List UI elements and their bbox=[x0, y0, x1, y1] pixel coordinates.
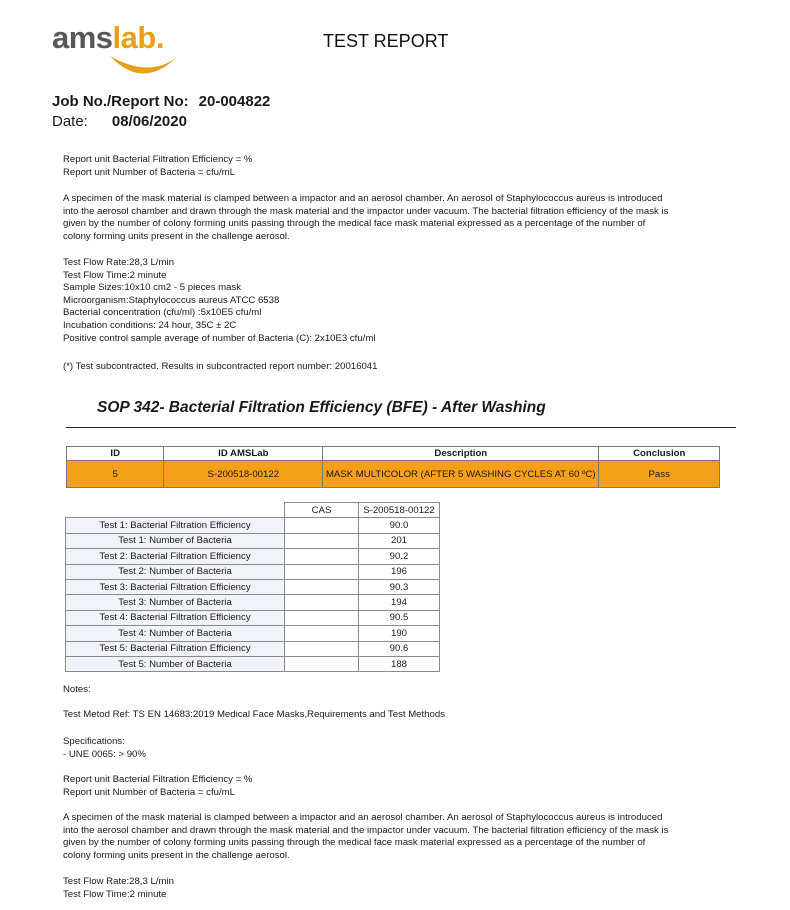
subcontract-note: (*) Test subcontracted. Results in subcontracted report number: 20016041 bbox=[63, 361, 378, 372]
row-value: 90.0 bbox=[359, 518, 440, 533]
row-value: 90.6 bbox=[359, 641, 440, 656]
job-value: 20-004822 bbox=[198, 93, 271, 110]
intro-units bbox=[63, 154, 723, 179]
notes-label: Notes: bbox=[63, 684, 91, 695]
unit-line: Report unit Number of Bacteria = cfu/mL bbox=[63, 786, 235, 798]
notes-units bbox=[63, 774, 723, 799]
intro-conditions bbox=[63, 257, 723, 345]
job-label: Job No./Report No: bbox=[52, 93, 189, 110]
row-value: 201 bbox=[359, 533, 440, 548]
row-cas bbox=[285, 564, 359, 579]
unit-line: Report unit Bacterial Filtration Efficiency = % bbox=[63, 774, 253, 785]
sample-conclusion: Pass bbox=[599, 461, 720, 488]
condition-line: Test Flow Rate:28,3 L/min bbox=[63, 257, 174, 268]
row-cas bbox=[285, 579, 359, 594]
row-cas bbox=[285, 549, 359, 564]
report-title: TEST REPORT bbox=[323, 31, 449, 51]
spec-label: Specifications: bbox=[63, 736, 125, 747]
row-value: 90.5 bbox=[359, 610, 440, 625]
specifications bbox=[63, 736, 723, 761]
row-value: 90.3 bbox=[359, 579, 440, 594]
description-line: A specimen of the mask material is clamped between a impactor and an aerosol chamber. An aerosol of Staphylococcus aureus is introduced bbox=[63, 193, 663, 204]
table-row bbox=[66, 579, 440, 594]
table-row bbox=[66, 533, 440, 548]
test-method: Test Metod Ref: TS EN 14683:2019 Medical Face Masks,Requirements and Test Methods bbox=[63, 709, 445, 720]
row-label: Test 5: Number of Bacteria bbox=[66, 656, 285, 671]
row-label: Test 4: Bacterial Filtration Efficiency bbox=[66, 610, 285, 625]
description-line: colony forming units present in the challenge aerosol. bbox=[63, 230, 290, 242]
condition-line: Incubation conditions: 24 hour, 35C ± 2C bbox=[63, 319, 237, 331]
condition-line: Positive control sample average of number of Bacteria (C): 2x10E3 cfu/ml bbox=[63, 332, 376, 344]
row-cas bbox=[285, 641, 359, 656]
description-line: given by the number of colony forming units passing through the medical face mask material expressed as a percentage of the number of bbox=[63, 837, 646, 849]
header-conclusion: Conclusion bbox=[599, 447, 720, 461]
sample-description: MASK MULTICOLOR (AFTER 5 WASHING CYCLES AT 60 ºC) bbox=[323, 461, 599, 488]
header-description: Description bbox=[323, 447, 599, 461]
row-label: Test 1: Bacterial Filtration Efficiency bbox=[66, 518, 285, 533]
table-row bbox=[66, 549, 440, 564]
results-corner bbox=[66, 503, 285, 518]
header-id-amslab: ID AMSLab bbox=[164, 447, 323, 461]
row-label: Test 5: Bacterial Filtration Efficiency bbox=[66, 641, 285, 656]
table-row bbox=[66, 518, 440, 533]
row-cas bbox=[285, 610, 359, 625]
row-value: 196 bbox=[359, 564, 440, 579]
job-number bbox=[52, 93, 270, 110]
row-cas bbox=[285, 595, 359, 610]
condition-line: Test Flow Time:2 minute bbox=[63, 888, 167, 900]
summary-row bbox=[67, 461, 720, 488]
row-value: 90.2 bbox=[359, 549, 440, 564]
table-row bbox=[66, 656, 440, 671]
row-value: 194 bbox=[359, 595, 440, 610]
condition-line: Sample Sizes:10x10 cm2 - 5 pieces mask bbox=[63, 282, 242, 294]
row-label: Test 3: Bacterial Filtration Efficiency bbox=[66, 579, 285, 594]
condition-line: Microorganism:Staphylococcus aureus ATCC 6538 bbox=[63, 294, 280, 306]
row-label: Test 4: Number of Bacteria bbox=[66, 626, 285, 641]
header-sample: S-200518-00122 bbox=[359, 503, 440, 518]
table-row bbox=[66, 610, 440, 625]
date-label: Date: bbox=[52, 113, 88, 130]
amslab-logo bbox=[52, 20, 184, 82]
unit-line: Report unit Number of Bacteria = cfu/mL bbox=[63, 166, 235, 178]
condition-line: Test Flow Time:2 minute bbox=[63, 269, 167, 281]
table-row bbox=[66, 564, 440, 579]
row-label: Test 2: Number of Bacteria bbox=[66, 564, 285, 579]
sample-amslab-id: S-200518-00122 bbox=[164, 461, 323, 488]
logo-part-lab: lab bbox=[112, 20, 156, 55]
row-cas bbox=[285, 626, 359, 641]
sample-id: 5 bbox=[67, 461, 164, 488]
row-label: Test 3: Number of Bacteria bbox=[66, 595, 285, 610]
logo-part-ams: ams bbox=[52, 20, 113, 55]
description-line: given by the number of colony forming units passing through the medical face mask material expressed as a percentage of the number of bbox=[63, 218, 646, 230]
notes-description bbox=[63, 812, 723, 862]
row-label: Test 1: Number of Bacteria bbox=[66, 533, 285, 548]
condition-line: Test Flow Rate:28,3 L/min bbox=[63, 876, 174, 887]
description-line: A specimen of the mask material is clamped between a impactor and an aerosol chamber. An aerosol of Staphylococcus aureus is introduced bbox=[63, 812, 663, 823]
table-row bbox=[66, 641, 440, 656]
header-cas: CAS bbox=[285, 503, 359, 518]
table-row bbox=[66, 626, 440, 641]
description-line: into the aerosol chamber and drawn through the mask material and the impactor under vacuum. The bacterial filtration efficiency of the mask is bbox=[63, 824, 669, 836]
description-line: colony forming units present in the challenge aerosol. bbox=[63, 849, 290, 861]
row-cas bbox=[285, 518, 359, 533]
row-value: 190 bbox=[359, 626, 440, 641]
summary-table bbox=[66, 446, 720, 488]
report-date bbox=[52, 113, 187, 130]
results-table bbox=[65, 502, 440, 672]
description-line: into the aerosol chamber and drawn through the mask material and the impactor under vacuum. The bacterial filtration efficiency of the mask is bbox=[63, 205, 669, 217]
row-value: 188 bbox=[359, 656, 440, 671]
unit-line: Report unit Bacterial Filtration Efficiency = % bbox=[63, 154, 253, 165]
header-id: ID bbox=[67, 447, 164, 461]
results-header-row bbox=[66, 503, 440, 518]
intro-description bbox=[63, 193, 723, 243]
spec-value: - UNE 0065: > 90% bbox=[63, 748, 146, 760]
row-label: Test 2: Bacterial Filtration Efficiency bbox=[66, 549, 285, 564]
summary-header-row bbox=[67, 447, 720, 461]
row-cas bbox=[285, 533, 359, 548]
row-cas bbox=[285, 656, 359, 671]
notes-conditions bbox=[63, 876, 723, 901]
logo-wordmark bbox=[52, 20, 164, 56]
section-divider bbox=[66, 427, 736, 428]
condition-line: Bacterial concentration (cfu/ml) :5x10E5 cfu/ml bbox=[63, 307, 262, 319]
section-title: SOP 342- Bacterial Filtration Efficiency (BFE) - After Washing bbox=[97, 399, 546, 416]
logo-dot: . bbox=[155, 20, 164, 55]
table-row bbox=[66, 595, 440, 610]
date-value: 08/06/2020 bbox=[111, 113, 187, 130]
